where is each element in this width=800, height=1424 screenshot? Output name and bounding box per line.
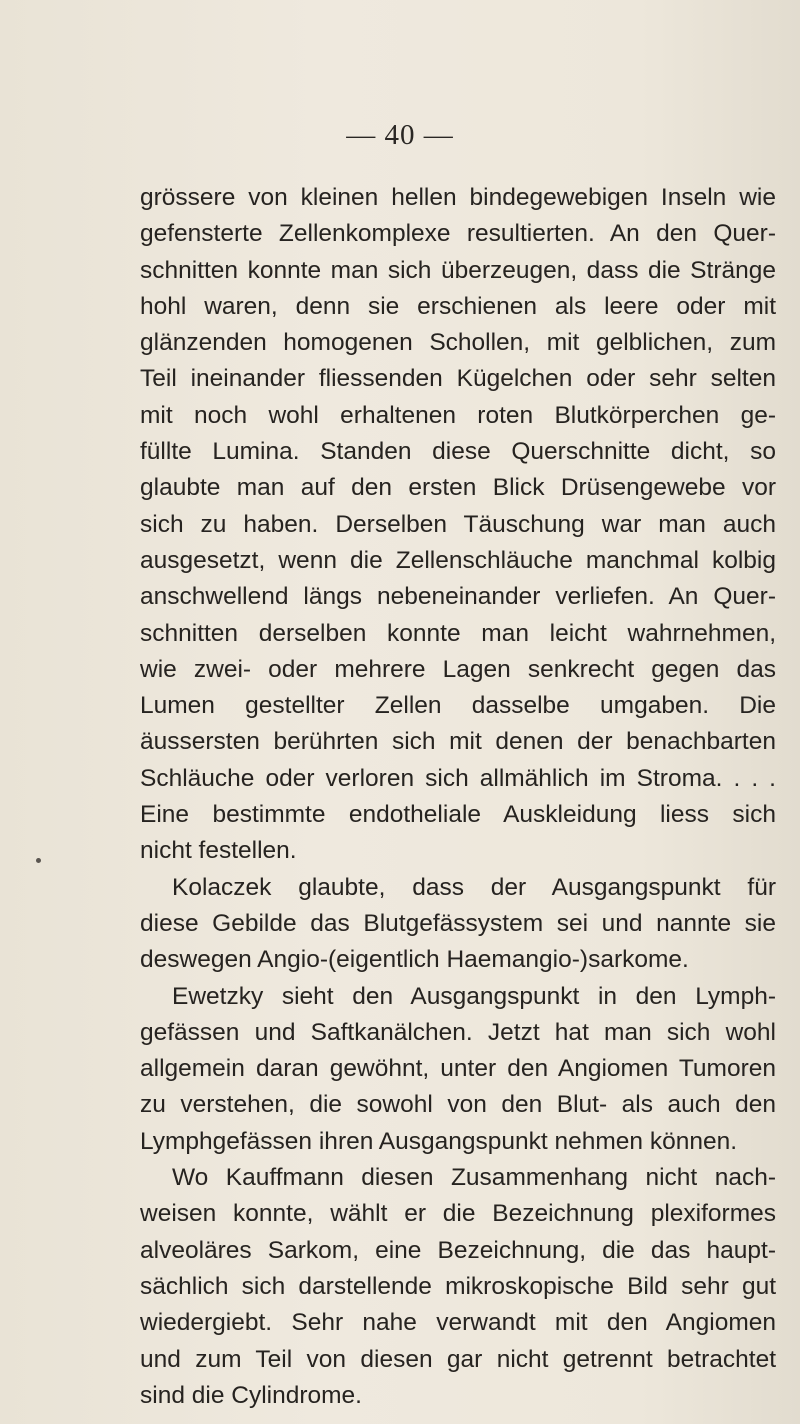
body-text	[140, 180, 776, 1414]
text-line: glaubte man auf den ersten Blick Drüsengewebe vor	[140, 474, 776, 502]
text-line: anschwellend längs nebeneinander verliefen. An Quer-	[140, 583, 776, 611]
text-line: sich zu haben. Derselben Täuschung war man auch	[140, 510, 776, 538]
text-line: sächlich sich darstellende mikroskopische Bild sehr gut	[140, 1272, 776, 1300]
text-line: deswegen Angio-(eigentlich Haemangio-)sarkome.	[140, 946, 689, 974]
text-line: glänzenden homogenen Schollen, mit gelblichen, zum	[140, 329, 776, 357]
text-line: sind die Cylindrome.	[140, 1381, 362, 1409]
text-line: füllte Lumina. Standen diese Querschnitte dicht, so	[140, 438, 776, 466]
text-line: Teil ineinander fliessenden Kügelchen oder sehr selten	[140, 365, 776, 393]
text-line: zu verstehen, die sowohl von den Blut- als auch den	[140, 1091, 776, 1119]
text-line: äussersten berührten sich mit denen der benachbarten	[140, 728, 776, 756]
paper-speck	[36, 858, 41, 863]
text-line: gefensterte Zellenkomplexe resultierten. An den Quer-	[140, 220, 776, 248]
text-line: schnitten derselben konnte man leicht wahrnehmen,	[140, 619, 776, 647]
paragraph-2	[140, 870, 776, 979]
text-line: grössere von kleinen hellen bindegewebigen Inseln wie	[140, 184, 776, 211]
text-line: mit noch wohl erhaltenen roten Blutkörperchen ge-	[140, 401, 776, 429]
text-line: alveoläres Sarkom, eine Bezeichnung, die das haupt-	[140, 1236, 776, 1264]
text-line: weisen konnte, wählt er die Bezeichnung plexiformes	[140, 1200, 776, 1228]
text-line: und zum Teil von diesen gar nicht getrennt betrachtet	[140, 1345, 776, 1373]
text-line: Ewetzky sieht den Ausgangspunkt in den Lymph-	[172, 982, 776, 1010]
page-number: — 40 —	[346, 119, 454, 151]
text-line: allgemein daran gewöhnt, unter den Angiomen Tumoren	[140, 1055, 776, 1083]
text-line: Eine bestimmte endotheliale Auskleidung liess sich	[140, 801, 776, 829]
text-line: nicht festellen.	[140, 837, 297, 865]
text-line: wie zwei- oder mehrere Lagen senkrecht gegen das	[140, 655, 776, 683]
text-line: Schläuche oder verloren sich allmählich im Stroma. . . .	[140, 764, 776, 792]
paragraph-4	[140, 1160, 776, 1414]
text-line: hohl waren, denn sie erschienen als leere oder mit	[140, 292, 776, 320]
text-line: Kolaczek glaubte, dass der Ausgangspunkt für	[172, 873, 776, 901]
text-line: Lymphgefässen ihren Ausgangspunkt nehmen können.	[140, 1127, 738, 1155]
text-line: Wo Kauffmann diesen Zusammenhang nicht nach-	[172, 1164, 776, 1192]
text-line: diese Gebilde das Blutgefässystem sei und nannte sie	[140, 909, 776, 937]
text-line: gefässen und Saftkanälchen. Jetzt hat man sich wohl	[140, 1018, 776, 1046]
text-line: Lumen gestellter Zellen dasselbe umgaben. Die	[140, 692, 776, 720]
paragraph-3	[140, 979, 776, 1160]
text-line: wiedergiebt. Sehr nahe verwandt mit den Angiomen	[140, 1309, 776, 1337]
text-line: ausgesetzt, wenn die Zellenschläuche manchmal kolbig	[140, 546, 776, 574]
text-line: schnitten konnte man sich überzeugen, dass die Stränge	[140, 256, 776, 284]
paragraph-1	[140, 180, 776, 870]
